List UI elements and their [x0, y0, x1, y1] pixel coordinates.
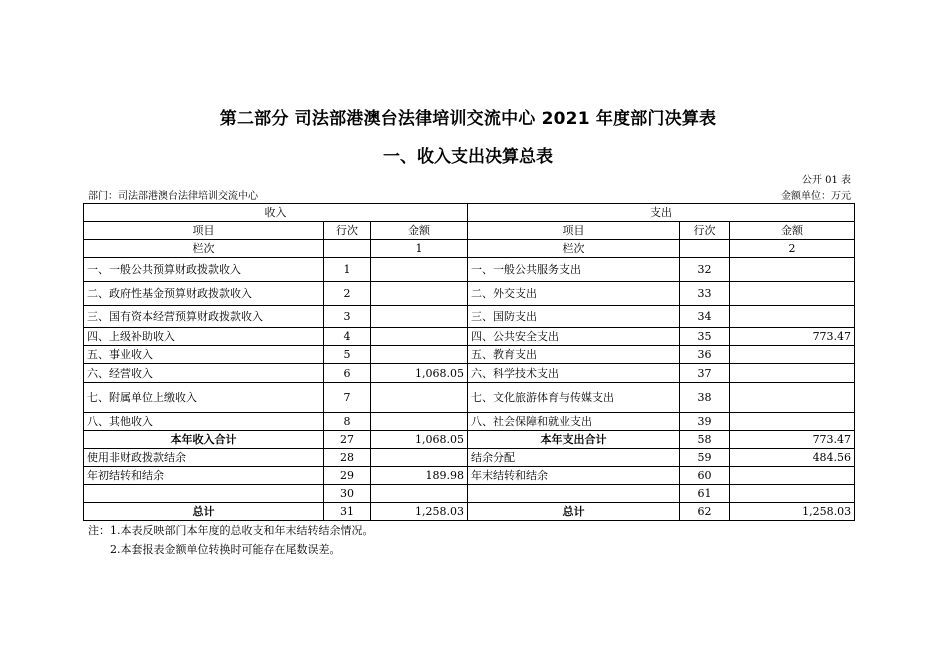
- expense-row-no: 33: [680, 282, 730, 306]
- income-amount: [371, 383, 468, 413]
- unit-label: 金额单位：万元: [781, 191, 851, 202]
- expense-row-no: 60: [680, 467, 730, 485]
- expense-amount: 484.56: [730, 449, 855, 467]
- expense-item: 二、外交支出: [468, 282, 680, 306]
- income-amount: 1,068.05: [371, 431, 468, 449]
- expense-item: 四、公共安全支出: [468, 328, 680, 346]
- page-title: 第二部分 司法部港澳台法律培训交流中心 2021 年度部门决算表: [219, 109, 717, 129]
- expense-row-no: 59: [680, 449, 730, 467]
- expense-row-no: 58: [680, 431, 730, 449]
- income-item: [84, 485, 324, 503]
- table-title: 一、收入支出决算总表: [383, 147, 553, 167]
- expense-item: 结余分配: [468, 449, 680, 467]
- table-row: [84, 364, 855, 383]
- income-amount: [371, 346, 468, 364]
- expense-amount: [730, 282, 855, 306]
- income-row-no: 4: [324, 328, 371, 346]
- expense-item: [468, 485, 680, 503]
- income-column-number: 1: [371, 240, 468, 258]
- expense-amount: [730, 258, 855, 282]
- income-amount: [371, 282, 468, 306]
- income-row-header: 行次: [324, 222, 371, 240]
- income-amount: 1,068.05: [371, 364, 468, 383]
- income-amount: 1,258.03: [371, 503, 468, 521]
- expense-row-no: 39: [680, 413, 730, 431]
- expense-row-no: 38: [680, 383, 730, 413]
- income-amount: [371, 306, 468, 328]
- income-amount-header: 金额: [371, 222, 468, 240]
- column-header-row: [84, 222, 855, 240]
- income-row-no: 30: [324, 485, 371, 503]
- income-row-no: 27: [324, 431, 371, 449]
- expense-item: 八、社会保障和就业支出: [468, 413, 680, 431]
- expense-amount: [730, 485, 855, 503]
- expense-row-no: 36: [680, 346, 730, 364]
- expense-row-no: 62: [680, 503, 730, 521]
- income-row-no: 6: [324, 364, 371, 383]
- income-item: 使用非财政拨款结余: [84, 449, 324, 467]
- table-row: [84, 306, 855, 328]
- income-amount: [371, 328, 468, 346]
- income-row-no: 2: [324, 282, 371, 306]
- expense-column-label: 栏次: [468, 240, 680, 258]
- empty-cell: [324, 240, 371, 258]
- table-row: [84, 328, 855, 346]
- expense-amount: [730, 413, 855, 431]
- expense-item: 六、科学技术支出: [468, 364, 680, 383]
- expense-amount: 773.47: [730, 431, 855, 449]
- expense-row-header: 行次: [680, 222, 730, 240]
- expense-row-no: 34: [680, 306, 730, 328]
- empty-cell: [680, 240, 730, 258]
- income-item: 二、政府性基金预算财政拨款收入: [84, 282, 324, 306]
- table-row-total: [84, 503, 855, 521]
- expense-row-no: 61: [680, 485, 730, 503]
- expense-item: 五、教育支出: [468, 346, 680, 364]
- expense-item: 一、一般公共服务支出: [468, 258, 680, 282]
- income-row-no: 8: [324, 413, 371, 431]
- income-item-header: 项目: [84, 222, 324, 240]
- table-row: [84, 467, 855, 485]
- column-number-row: [84, 240, 855, 258]
- income-item: 总计: [84, 503, 324, 521]
- expense-amount: [730, 467, 855, 485]
- form-code: 公开 01 表: [801, 175, 851, 186]
- table-row: [84, 282, 855, 306]
- department-label: 部门：司法部港澳台法律培训交流中心: [88, 191, 258, 202]
- expense-item: 本年支出合计: [468, 431, 680, 449]
- income-row-no: 29: [324, 467, 371, 485]
- note-1: 注：1.本表反映部门本年度的总收支和年末结转结余情况。: [88, 524, 374, 537]
- income-item: 六、经营收入: [84, 364, 324, 383]
- expense-amount: [730, 346, 855, 364]
- table-row: [84, 346, 855, 364]
- table-row: [84, 485, 855, 503]
- expense-row-no: 35: [680, 328, 730, 346]
- section-header-row: [84, 204, 855, 222]
- expense-row-no: 32: [680, 258, 730, 282]
- income-row-no: 3: [324, 306, 371, 328]
- income-amount: [371, 485, 468, 503]
- income-row-no: 5: [324, 346, 371, 364]
- expense-amount: 773.47: [730, 328, 855, 346]
- income-item: 四、上级补助收入: [84, 328, 324, 346]
- table-row: [84, 383, 855, 413]
- income-item: 七、附属单位上缴收入: [84, 383, 324, 413]
- income-row-no: 1: [324, 258, 371, 282]
- income-item: 一、一般公共预算财政拨款收入: [84, 258, 324, 282]
- table-row: [84, 449, 855, 467]
- expense-item: 总计: [468, 503, 680, 521]
- income-row-no: 7: [324, 383, 371, 413]
- income-item: 本年收入合计: [84, 431, 324, 449]
- income-item: 五、事业收入: [84, 346, 324, 364]
- expense-amount-header: 金额: [730, 222, 855, 240]
- income-amount: [371, 449, 468, 467]
- income-header: 收入: [84, 204, 468, 222]
- income-item: 八、其他收入: [84, 413, 324, 431]
- expense-amount: [730, 383, 855, 413]
- income-amount: [371, 258, 468, 282]
- expense-header: 支出: [468, 204, 855, 222]
- table-row: [84, 258, 855, 282]
- expense-amount: [730, 364, 855, 383]
- expense-column-number: 2: [730, 240, 855, 258]
- income-expense-table: [83, 203, 855, 521]
- note-2: 2.本套报表金额单位转换时可能存在尾数误差。: [110, 543, 341, 556]
- income-column-label: 栏次: [84, 240, 324, 258]
- expense-item: 年末结转和结余: [468, 467, 680, 485]
- table-row: [84, 413, 855, 431]
- income-item: 三、国有资本经营预算财政拨款收入: [84, 306, 324, 328]
- expense-amount: 1,258.03: [730, 503, 855, 521]
- income-amount: [371, 413, 468, 431]
- income-row-no: 31: [324, 503, 371, 521]
- expense-row-no: 37: [680, 364, 730, 383]
- expense-amount: [730, 306, 855, 328]
- table-row-subtotal: [84, 431, 855, 449]
- expense-item-header: 项目: [468, 222, 680, 240]
- income-amount: 189.98: [371, 467, 468, 485]
- notes: [88, 521, 374, 559]
- income-row-no: 28: [324, 449, 371, 467]
- expense-item: 三、国防支出: [468, 306, 680, 328]
- expense-item: 七、文化旅游体育与传媒支出: [468, 383, 680, 413]
- income-item: 年初结转和结余: [84, 467, 324, 485]
